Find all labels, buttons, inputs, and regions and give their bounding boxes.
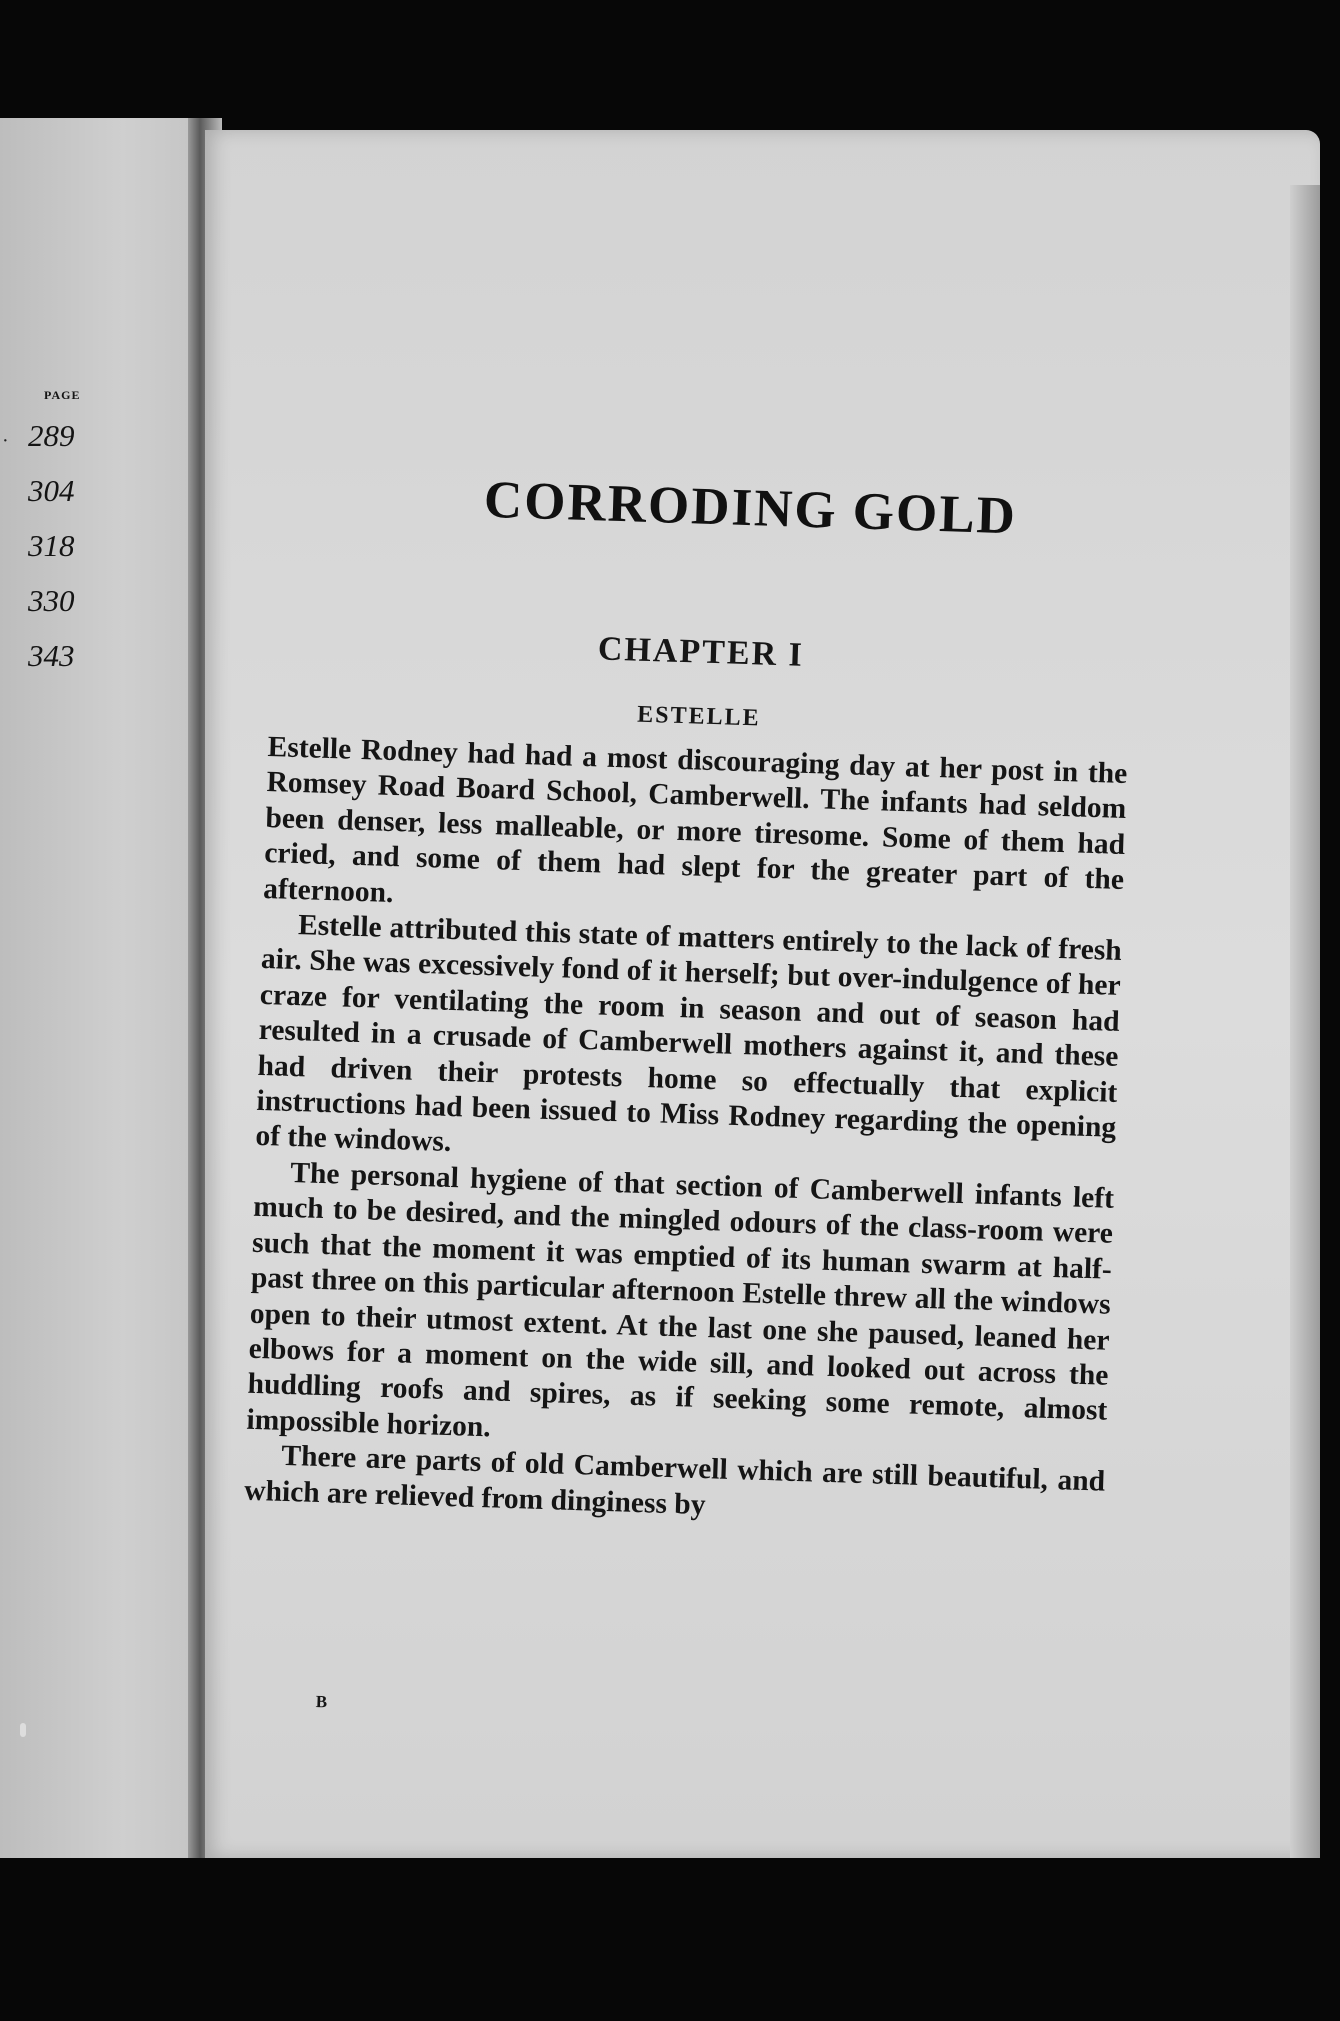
paragraph: Estelle attributed this state of matters entirely to the lack of fresh air. She was excessively fond of it herself; but over-indulgence of her craze for ventilating the room in season and out of season had resulted in a crusade of Camberwell mothers against it, and these had driven their protests home so effectually that explicit instructions had been issued to Miss Rodney regarding the opening of the windows. [254,909,1123,1159]
page-number: 343 [28,638,75,673]
chapter-title: ESTELLE [636,701,761,732]
previous-page [0,118,205,1858]
book-title: CORRODING GOLD [483,470,1018,546]
paragraph: There are parts of old Camberwell which are still beautiful, and which are relieved from dinginess by [243,1439,1106,1521]
page-number: 330 [28,583,75,618]
chapter-heading: CHAPTER I [597,630,805,674]
leader-dot: · [2,430,9,452]
signature-mark: B [315,1692,328,1712]
page-edge [1290,185,1320,1858]
page-number: 304 [28,473,75,508]
page-number: 289 [28,418,75,453]
paragraph: The personal hygiene of that section of Camberwell infants left much to be desired, and the mingled odours of the class-room were such that the moment it was emptied of its human swarm at half-past three on this particular afternoon Estelle threw all the windows open to their utmost extent. At the last one she paused, leaned her elbows for a moment on the wide sill, and looked out across the huddling roofs and spires, as if seeking some remote, almost impossible horizon. [246,1156,1115,1444]
ink-blot [20,1723,26,1737]
page-content [209,0,1162,2018]
paragraph: Estelle Rodney had had a most discouraging day at her post in the Romsey Road Board School, Camberwell. The infants had seldom been denser, less malleable, or more tiresome. Some of them had cried, and some of them had slept for the greater part of the afternoon. [262,731,1128,909]
page-number: 318 [28,528,75,563]
body-text [244,730,1128,1536]
page-number-list [28,408,75,683]
page-column-label: PAGE [44,388,81,402]
